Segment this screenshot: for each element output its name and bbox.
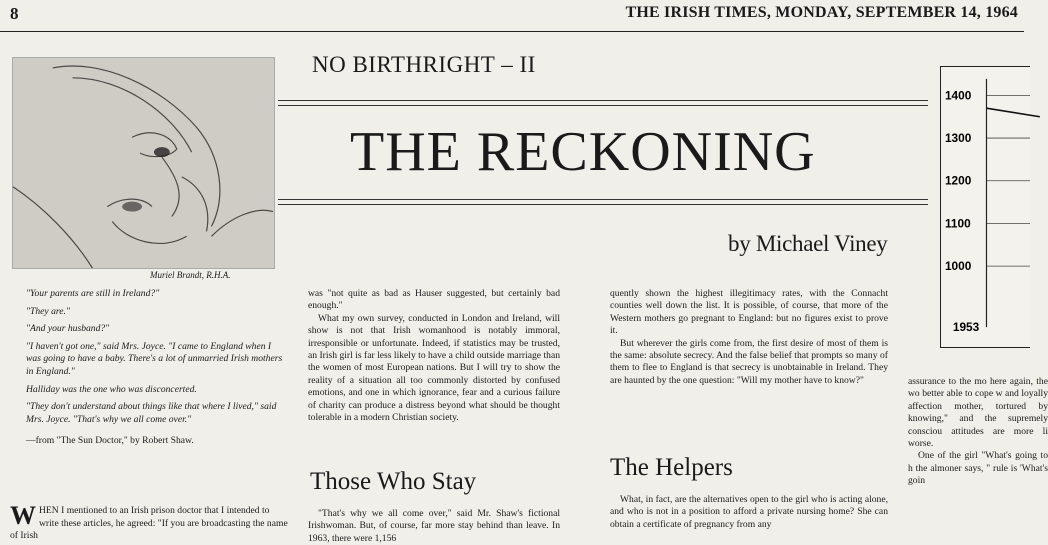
- portrait-illustration: [12, 57, 275, 269]
- body-paragraph: But wherever the girls come from, the first desire of most of them is the same: absolute secrecy. And the false belief that prompts so many of them to flee to England is that secrecy is unobtainable in Ireland. They are haunted by the one question: "Will my mother have to know?": [610, 337, 888, 386]
- quote-attribution: —from "The Sun Doctor," by Robert Shaw.: [26, 435, 194, 447]
- chart-series-line: [986, 108, 1039, 117]
- subhead-the-helpers: The Helpers: [610, 454, 733, 481]
- headline-rule: [278, 105, 928, 106]
- drop-cap: W: [10, 501, 36, 530]
- chart-y-tick-label: 1100: [944, 216, 971, 231]
- body-paragraph: What, in fact, are the alternatives open to the girl who is acting alone, and who is not in a position to afford a private nursing home? She can obtain a certificate of pregnancy from any: [610, 494, 888, 530]
- intro-text: HEN I mentioned to an Irish prison doctor that I intended to write these articles, he agreed: "If you are broadcasting the name of Irish: [10, 505, 288, 542]
- chart-x-tick-label: 1953: [952, 320, 980, 335]
- body-paragraph: What my own survey, conducted in London and Ireland, will show is not that Irish womanhood is notably immoral, irresponsible or unfortunate. Indeed, if statistics may be trusted, an Irish girl is far less likely to have a child outside marriage than the women of most European nations. But I will try to show the reality of a situation all too commonly distorted by confused emotions, and one in which ignorance, fear and a curious failure of charity can produce a distress beyond what should be thought tolerable in a modern Christian society.: [308, 312, 560, 424]
- intro-paragraph: [10, 501, 288, 543]
- chart-y-tick-label: 1200: [944, 173, 972, 188]
- folio-line: THE IRISH TIMES, MONDAY, SEPTEMBER 14, 1964: [625, 4, 1018, 21]
- chart-y-tick-label: 1000: [944, 259, 972, 274]
- epigraph-quotes: [26, 288, 288, 453]
- chart-svg: [941, 67, 1030, 347]
- quote-line: "They don't understand about things like that where I lived," said Mrs. Joyce. "That's why we all come over.": [26, 401, 277, 425]
- body-paragraph: One of the girl "What's going to h the almoner says, " rule is 'What's goin: [908, 450, 1048, 487]
- chart-y-tick-label: 1300: [944, 131, 972, 146]
- masthead: [0, 0, 1024, 32]
- page-number: 8: [10, 4, 19, 23]
- subhead-those-who-stay: Those Who Stay: [310, 468, 477, 495]
- quote-line: "Your parents are still in Ireland?": [26, 288, 160, 299]
- quote-line: "They are.": [26, 305, 70, 317]
- headline-rule: [278, 204, 928, 205]
- body-paragraph: quently shown the highest illegitimacy rates, with the Connacht counties well down the list. It is possible, of course, that more of the Western mothers go pregnant to England: but no figures exist to prove it.: [610, 288, 888, 337]
- illegitimacy-chart: [940, 66, 1030, 348]
- headline-rule: [278, 100, 928, 101]
- quote-line: "And your husband?": [26, 323, 110, 335]
- body-paragraph: "That's why we all come over," said Mr. Shaw's fictional Irishwoman. But, of course, far more stay behind than leave. In 1963, there were 1,156: [308, 508, 560, 544]
- body-column-3: [610, 288, 888, 387]
- body-column-3-continued: [610, 494, 888, 531]
- body-paragraph: assurance to the mo here again, the wo better able to cope w and loyally affection mother, tortured by knowing," and the supremely consciou attitudes are more li worse.: [908, 376, 1048, 450]
- sketch-drawing: [13, 58, 274, 268]
- article-headline: THE RECKONING: [350, 121, 816, 183]
- headline-rule: [278, 199, 928, 200]
- body-column-2-continued: [308, 508, 560, 545]
- article-byline: by Michael Viney: [728, 231, 888, 256]
- chart-y-tick-label: 1400: [944, 88, 972, 103]
- quote-line: Halliday was the one who was disconcerted.: [26, 383, 197, 395]
- illustration-caption: Muriel Brandt, R.H.A.: [150, 270, 231, 280]
- body-paragraph: was "not quite as bad as Hauser suggested, but certainly bad enough.": [308, 288, 560, 312]
- quote-line: "I haven't got one," said Mrs. Joyce. "I came to England when I was going to have a baby. There's a lot of unmarried Irish mothers in England.": [26, 340, 283, 377]
- body-column-2: [308, 288, 560, 424]
- body-column-4: [908, 376, 1048, 488]
- article-kicker: NO BIRTHRIGHT – II: [312, 52, 536, 77]
